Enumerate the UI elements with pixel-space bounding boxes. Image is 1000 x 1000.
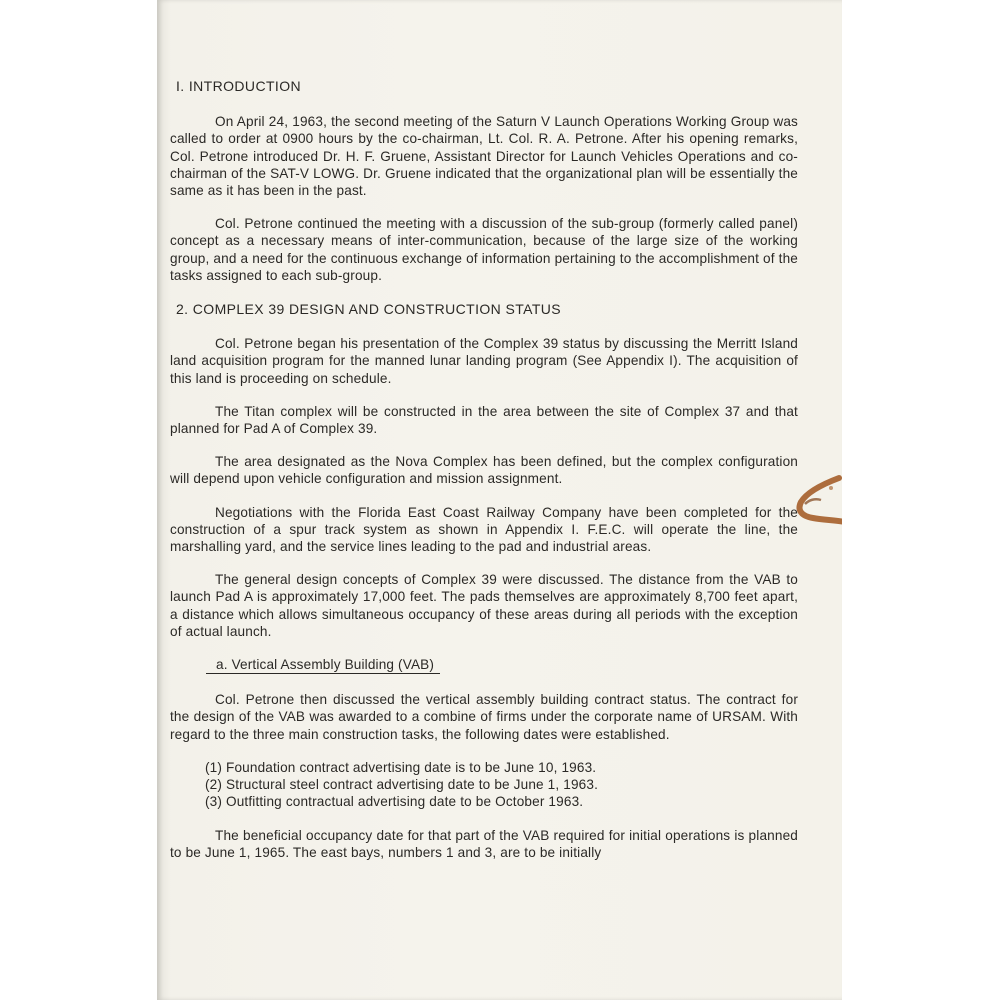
vab-paragraph-2: The beneficial occupancy date for that part of the VAB required for initial operations is planned to be June 1, 1965. The east bays, numbers 1 and 3, are to be initially <box>170 827 798 860</box>
document-page <box>157 0 842 1000</box>
section-heading-complex-39: 2. COMPLEX 39 DESIGN AND CONSTRUCTION STATUS <box>176 301 562 318</box>
list-item: (2) Structural steel contract advertising date to be June 1, 1963. <box>205 777 599 793</box>
vab-paragraph-1: Col. Petrone then discussed the vertical assembly building contract status. The contract for the design of the VAB was awarded to a combine of firms under the corporate name of URSAM. With regard to the three main construction tasks, the following dates were established. <box>170 692 798 742</box>
section-heading-introduction: I. INTRODUCTION <box>176 78 301 94</box>
list-item: (1) Foundation contract advertising date is to be June 10, 1963. <box>205 759 597 775</box>
document-body <box>170 78 798 877</box>
subsection-heading-vab: a. Vertical Assembly Building (VAB) <box>206 656 440 674</box>
complex39-paragraph-5: The general design concepts of Complex 39 were discussed. The distance from the VAB to launch Pad A is approximately 17,000 feet. The pads themselves are approximately 8,700 feet apart, a distance which allows simultaneous occupancy of these areas during all periods with the exception of actual launch. <box>170 572 798 639</box>
complex39-paragraph-3: The area designated as the Nova Complex has been defined, but the complex configuration will depend upon vehicle configuration and mission assignment. <box>170 454 798 487</box>
intro-paragraph-1: On April 24, 1963, the second meeting of the Saturn V Launch Operations Working Group was called to order at 0900 hours by the co-chairman, Lt. Col. R. A. Petrone. After his opening remarks, Col. Petrone introduced Dr. H. F. Gruene, Assistant Director for Launch Vehicles Operations and co-chairman of the SAT-V LOWG. Dr. Gruene indicated that the organizational plan will be essentially the same as it has been in the past. <box>170 114 798 199</box>
intro-paragraph-2: Col. Petrone continued the meeting with a discussion of the sub-group (formerly called panel) concept as a necessary means of inter-communication, because of the large size of the working group, and a need for the continuous exchange of information pertaining to the accomplishment of the tasks assigned to each sub-group. <box>170 216 798 283</box>
construction-dates-list <box>170 759 798 811</box>
complex39-paragraph-2: The Titan complex will be constructed in the area between the site of Complex 37 and that planned for Pad A of Complex 39. <box>170 403 798 437</box>
list-item: (3) Outfitting contractual advertising date to be October 1963. <box>205 794 584 810</box>
complex39-paragraph-4: Negotiations with the Florida East Coast Railway Company have been completed for the construction of a spur track system as shown in Appendix I. F.E.C. will operate the line, the marshalling yard, and the service lines leading to the pad and industrial areas. <box>170 504 798 555</box>
complex39-paragraph-1: Col. Petrone began his presentation of the Complex 39 status by discussing the Merritt Island land acquisition program for the manned lunar landing program (See Appendix I). The acquisition of this land is proceeding on schedule. <box>170 336 798 386</box>
